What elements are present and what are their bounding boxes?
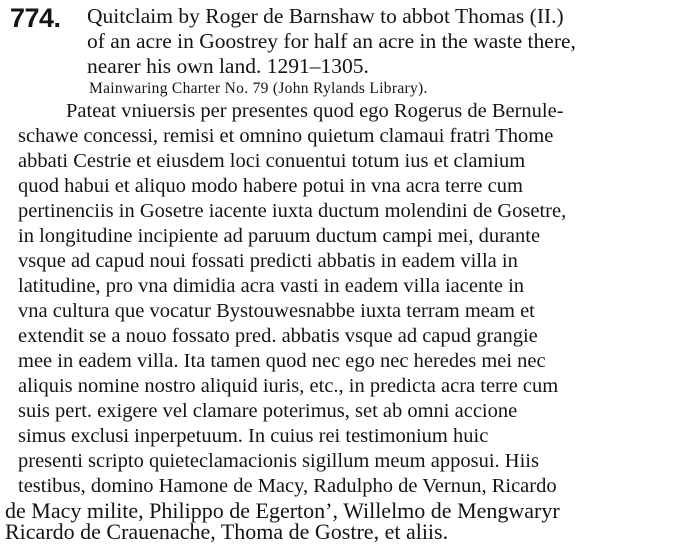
text-line: schawe concessi, remisi et omnino quietum clamaui fratri Thome (18, 125, 554, 147)
text-line: Pateat vniuersis per presentes quod ego Rogerus de Bernule- (66, 100, 564, 122)
charter-number: 774. (10, 3, 61, 33)
text-line: de Macy milite, Philippo de Egerton’, Willelmo de Mengwaryr (5, 498, 560, 523)
text-line: vsque ad capud noui fossati predicti abbatis in eadem villa in (18, 250, 518, 272)
text-line: vna cultura que vocatur Bystouwesnabbe iuxta terram meam et (18, 300, 535, 322)
text-line: quod habui et aliquo modo habere potui in vna acra terre cum (18, 175, 523, 197)
source-citation: Mainwaring Charter No. 79 (John Rylands Library). (89, 80, 428, 97)
text-line: simus exclusi inperpetuum. In cuius rei testimonium huic (18, 425, 489, 447)
text-line: in longitudine incipiente ad paruum ductum campi mei, durante (18, 225, 541, 247)
title-line: of an acre in Goostrey for half an acre in the waste there, (87, 29, 576, 53)
title-line: nearer his own land. 1291–1305. (87, 54, 369, 78)
text-line: suis pert. exigere vel clamare poterimus, set ab omni accione (18, 400, 518, 422)
text-line: aliquis nomine nostro aliquid iuris, etc., in predicta acra terre cum (18, 375, 559, 397)
text-line: latitudine, pro vna dimidia acra vasti in eadem villa iacente in (18, 275, 525, 297)
text-line: presenti scripto quieteclamacionis sigillum meum apposui. Hiis (18, 450, 539, 472)
title-line: Quitclaim by Roger de Barnshaw to abbot Thomas (II.) (87, 4, 564, 28)
text-line: extendit se a nouo fossato pred. abbatis vsque ad capud grangie (18, 325, 538, 347)
text-line: pertinenciis in Gosetre iacente iuxta ductum molendini de Gosetre, (18, 200, 567, 222)
text-line: testibus, domino Hamone de Macy, Radulpho de Vernun, Ricardo (18, 475, 557, 497)
text-line: Ricardo de Crauenache, Thoma de Gostre, et aliis. (5, 519, 449, 544)
text-line: abbati Cestrie et eiusdem loci conuentui totum ius et clamium (18, 150, 526, 172)
text-line: mee in eadem villa. Ita tamen quod nec ego nec heredes mei nec (18, 350, 546, 372)
